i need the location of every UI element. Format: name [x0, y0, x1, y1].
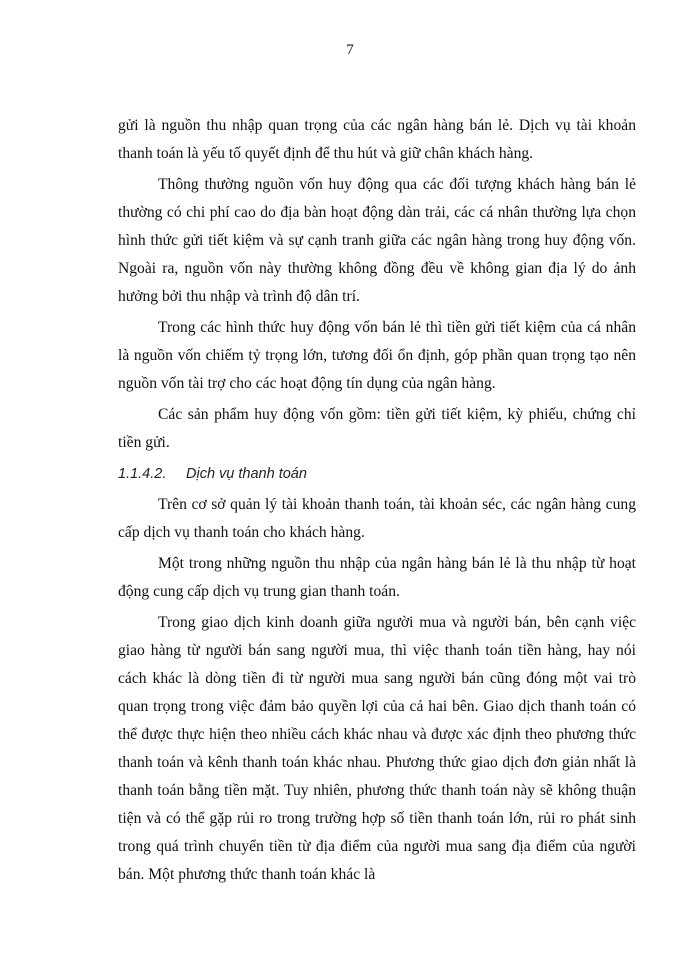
paragraph-savings-deposits: Trong các hình thức huy động vốn bán lẻ thì tiền gửi tiết kiệm của cá nhân là nguồn vốn chiếm tỷ trọng lớn, tương đối ổn định, góp phần quan trọng tạo nên nguồn vốn tài trợ cho các hoạt động tín dụng của ngân hàng.	[118, 319, 636, 392]
section-heading	[118, 460, 636, 488]
page-number: 7	[346, 42, 354, 58]
paragraph-funding-products: Các sản phẩm huy động vốn gồm: tiền gửi tiết kiệm, kỳ phiếu, chứng chỉ tiền gửi.	[118, 406, 636, 451]
document-body	[118, 112, 636, 892]
paragraph-payment-income: Một trong những nguồn thu nhập của ngân hàng bán lẻ là thu nhập từ hoạt động cung cấp dịch vụ trung gian thanh toán.	[118, 555, 636, 600]
section-title: Dịch vụ thanh toán	[186, 466, 307, 482]
section-number: 1.1.4.2.	[118, 466, 167, 482]
paragraph-payment-services: Trên cơ sở quản lý tài khoản thanh toán, tài khoản séc, các ngân hàng cung cấp dịch vụ thanh toán cho khách hàng.	[118, 496, 636, 541]
paragraph-payment-methods: Trong giao dịch kinh doanh giữa người mua và người bán, bên cạnh việc giao hàng từ người bán sang người mua, thì việc thanh toán tiền hàng, hay nói cách khác là dòng tiền đi từ người mua sang người bán cũng đóng một vai trò quan trọng trong việc đảm bảo quyền lợi của cả hai bên. Giao dịch thanh toán có thể được thực hiện theo nhiều cách khác nhau và được xác định theo phương thức thanh toán và kênh thanh toán khác nhau. Phương thức giao dịch đơn giản nhất là thanh toán bằng tiền mặt. Tuy nhiên, phương thức thanh toán này sẽ không thuận tiện và có thể gặp rủi ro trong trường hợp số tiền thanh toán lớn, rủi ro phát sinh trong quá trình chuyển tiền từ địa điểm của người mua sang địa điểm của người bán. Một phương thức thanh toán khác là	[118, 614, 636, 883]
paragraph-continued: gửi là nguồn thu nhập quan trọng của các ngân hàng bán lẻ. Dịch vụ tài khoản thanh toán là yếu tố quyết định để thu hút và giữ chân khách hàng.	[118, 117, 636, 162]
paragraph-retail-funding-cost: Thông thường nguồn vốn huy động qua các đối tượng khách hàng bán lẻ thường có chi phí cao do địa bàn hoạt động dàn trải, các cá nhân thường lựa chọn hình thức gửi tiết kiệm và sự cạnh tranh giữa các ngân hàng trong huy động vốn. Ngoài ra, nguồn vốn này thường không đồng đều về không gian địa lý do ảnh hưởng bởi thu nhập và trình độ dân trí.	[118, 176, 636, 305]
